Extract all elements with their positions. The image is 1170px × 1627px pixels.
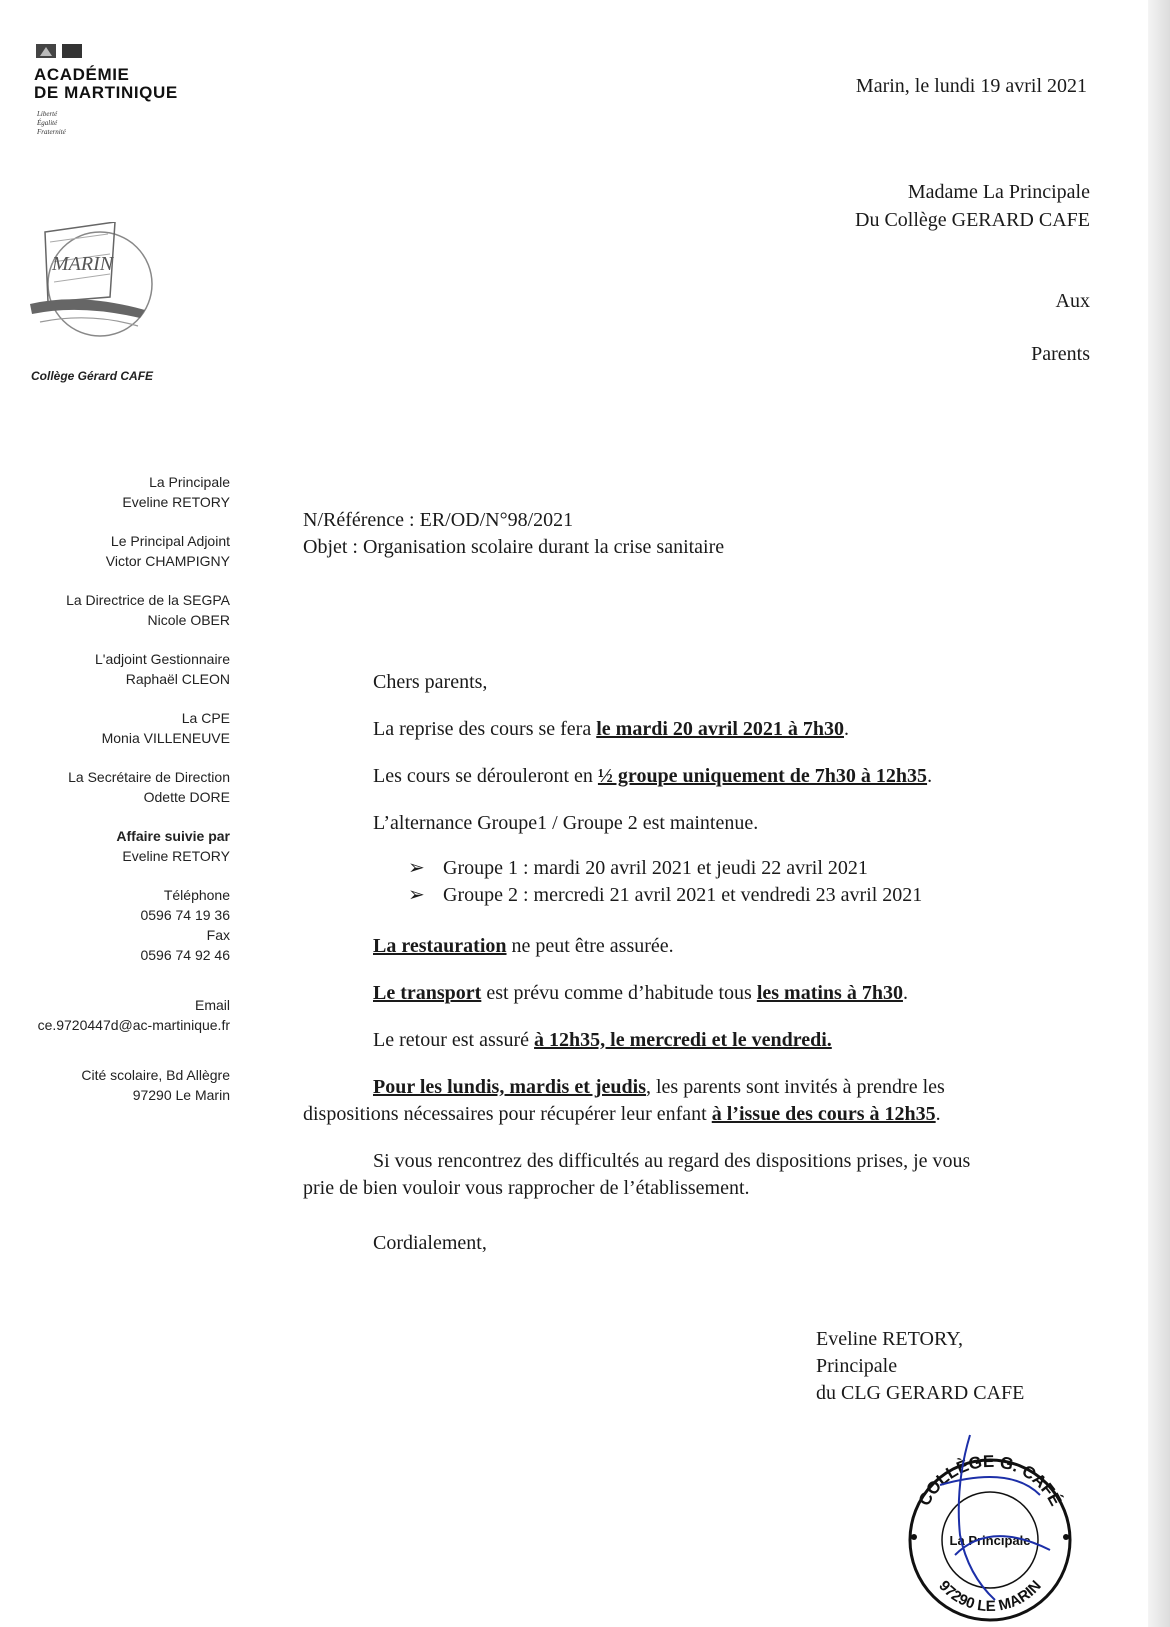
paragraph-return: Le retour est assuré à 12h35, le mercredi et le vendredi. <box>373 1029 832 1051</box>
contact-email: Email ce.9720447d@ac-martinique.fr <box>37 997 230 1033</box>
subject-line: Objet : Organisation scolaire durant la crise sanitaire <box>303 536 725 558</box>
academy-name: ACADÉMIE DE MARTINIQUE <box>34 65 178 102</box>
staff-entry: La Principale Eveline RETORY <box>122 474 230 510</box>
paragraph-resumption: La reprise des cours se fera le mardi 20 avril 2021 à 7h30. <box>373 718 849 740</box>
stamp-top-text: COLLÈGE G. CAFÉ <box>914 1451 1066 1510</box>
college-name-label: Collège Gérard CAFE <box>31 369 154 383</box>
staff-entry: Le Principal Adjoint Victor CHAMPIGNY <box>105 533 230 569</box>
paragraph-difficulties-cont: prie de bien vouloir vous rapprocher de l’établissement. <box>303 1177 750 1199</box>
paragraph-pickup-cont: dispositions nécessaires pour récupérer leur enfant à l’issue des cours à 12h35. <box>303 1103 941 1125</box>
paragraph-half-group: Les cours se dérouleront en ½ groupe uniquement de 7h30 à 12h35. <box>373 765 933 787</box>
list-item: ➢ Groupe 2 : mercredi 21 avril 2021 et vendredi 23 avril 2021 <box>303 882 1083 909</box>
reference-block <box>303 507 724 561</box>
staff-sidebar <box>0 472 230 1124</box>
college-logo-icon <box>20 222 160 352</box>
recipient-parents: Parents <box>1031 343 1090 365</box>
followed-by: Affaire suivie par Eveline RETORY <box>116 828 230 864</box>
staff-entry: La Directrice de la SEGPA Nicole OBER <box>66 592 230 628</box>
recipient-aux: Aux <box>1055 290 1090 312</box>
greeting: Chers parents, <box>373 671 488 693</box>
stamp-bottom-text: 97290 LE MARIN <box>935 1577 1045 1616</box>
letter-body <box>303 669 1083 1257</box>
marianne-logo-icon <box>36 44 84 60</box>
list-item: ➢ Groupe 1 : mardi 20 avril 2021 et jeudi 22 avril 2021 <box>303 855 1083 882</box>
paragraph-alternance: L’alternance Groupe1 / Groupe 2 est maintenue. <box>373 812 759 834</box>
reference-number: N/Référence : ER/OD/N°98/2021 <box>303 509 574 531</box>
paragraph-pickup: Pour les lundis, mardis et jeudis, les parents sont invités à prendre les <box>373 1076 945 1098</box>
signatory-name: Eveline RETORY, <box>816 1328 964 1350</box>
date-line: Marin, le lundi 19 avril 2021 <box>855 75 1087 97</box>
staff-entry: La CPE Monia VILLENEUVE <box>101 710 230 746</box>
stamp-center-text: La Principale <box>949 1533 1031 1548</box>
paragraph-transport: Le transport est prévu comme d’habitude tous les matins à 7h30. <box>373 982 908 1004</box>
official-stamp-icon <box>900 1425 1080 1625</box>
republic-motto: Liberté Égalité Fraternité <box>37 110 66 136</box>
sender-line-1: Madame La Principale <box>907 181 1090 203</box>
contact-address: Cité scolaire, Bd Allègre 97290 Le Marin <box>81 1067 230 1103</box>
closing: Cordialement, <box>373 1232 487 1254</box>
signature-block <box>816 1326 1024 1407</box>
paragraph-restauration: La restauration ne peut être assurée. <box>373 935 674 957</box>
staff-entry: L'adjoint Gestionnaire Raphaël CLEON <box>95 651 230 687</box>
signatory-title: Principale <box>816 1355 898 1377</box>
staff-entry: La Secrétaire de Direction Odette DORE <box>68 769 230 805</box>
svg-text:MARIN: MARIN <box>52 253 114 275</box>
arrow-bullet-icon: ➢ <box>408 857 425 879</box>
arrow-bullet-icon: ➢ <box>408 884 425 906</box>
sender-block <box>855 178 1090 234</box>
paragraph-difficulties: Si vous rencontrez des difficultés au regard des dispositions prises, je vous <box>373 1150 971 1172</box>
signatory-org: du CLG GERARD CAFE <box>816 1382 1025 1404</box>
contact-phone-fax: Téléphone 0596 74 19 36 Fax 0596 74 92 46 <box>140 887 230 963</box>
page-edge-shadow <box>1148 0 1170 1627</box>
sender-line-2: Du Collège GERARD CAFE <box>855 209 1090 231</box>
